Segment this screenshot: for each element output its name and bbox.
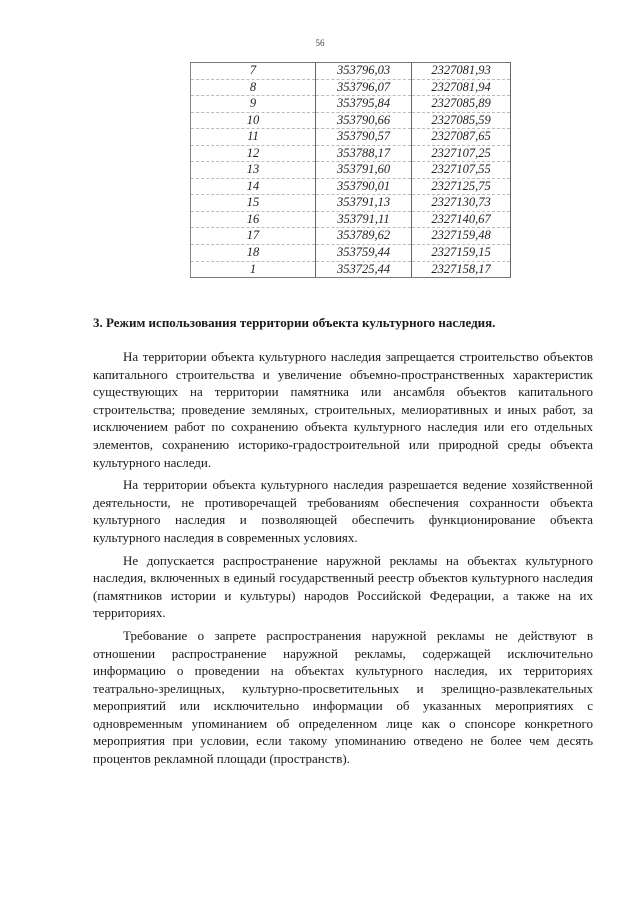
x-coordinate-cell: 353791,11 [316,211,412,228]
y-coordinate-cell: 2327081,94 [412,79,511,96]
table-row [191,145,511,162]
x-coordinate-cell: 353796,03 [316,63,412,80]
point-number-cell: 11 [191,129,316,146]
point-number-cell: 7 [191,63,316,80]
x-coordinate-cell: 353791,60 [316,162,412,179]
table-row [191,96,511,113]
table-row [191,195,511,212]
point-number-cell: 13 [191,162,316,179]
point-number-cell: 14 [191,178,316,195]
x-coordinate-cell: 353790,57 [316,129,412,146]
table-row [191,112,511,129]
x-coordinate-cell: 353791,13 [316,195,412,212]
y-coordinate-cell: 2327140,67 [412,211,511,228]
x-coordinate-cell: 353759,44 [316,245,412,262]
table-row [191,79,511,96]
paragraph-prohibitions: На территории объекта культурного наследия запрещается строительство объектов капитального строительства и увеличение объемно-пространственных характеристик существующих на территории памятника или ансамбля объектов капитального строительства; проведение земляных, строительных, мелиоративных и иных работ, за исключением работ по сохранению объекта культурного наследия или его отдельных элементов, сохранению историко-градостроительной или природной среды объекта культурного наследи. [93,349,593,470]
coordinates-table [190,62,511,278]
x-coordinate-cell: 353790,01 [316,178,412,195]
coordinates-table-body [191,63,511,278]
y-coordinate-cell: 2327081,93 [412,63,511,80]
point-number-cell: 10 [191,112,316,129]
y-coordinate-cell: 2327087,65 [412,129,511,146]
table-row [191,245,511,262]
y-coordinate-cell: 2327107,55 [412,162,511,179]
table-row [191,211,511,228]
x-coordinate-cell: 353789,62 [316,228,412,245]
y-coordinate-cell: 2327085,59 [412,112,511,129]
x-coordinate-cell: 353795,84 [316,96,412,113]
y-coordinate-cell: 2327158,17 [412,261,511,278]
x-coordinate-cell: 353796,07 [316,79,412,96]
table-row [191,178,511,195]
point-number-cell: 1 [191,261,316,278]
point-number-cell: 15 [191,195,316,212]
paragraph-permissions: На территории объекта культурного наследия разрешается ведение хозяйственной деятельности, не противоречащей требованиям обеспечения сохранности объекта культурного наследия и позволяющей обеспечить функционирование объекта культурного наследия в современных условиях. [93,477,593,545]
section-body [93,348,593,773]
y-coordinate-cell: 2327159,48 [412,228,511,245]
y-coordinate-cell: 2327130,73 [412,195,511,212]
table-row [191,129,511,146]
page-number: 56 [315,38,325,48]
point-number-cell: 12 [191,145,316,162]
point-number-cell: 18 [191,245,316,262]
point-number-cell: 9 [191,96,316,113]
section-heading: 3. Режим использования территории объекта культурного наследия. [93,315,496,330]
table-row [191,63,511,80]
paragraph-advertising-ban: Не допускается распространение наружной рекламы на объектах культурного наследия, включенных в единый государственный реестр объектов культурного наследия (памятников истории и культуры) народов Российской Федерации, а также на их территориях. [93,552,593,621]
x-coordinate-cell: 353788,17 [316,145,412,162]
y-coordinate-cell: 2327085,89 [412,96,511,113]
x-coordinate-cell: 353725,44 [316,261,412,278]
table-row [191,162,511,179]
y-coordinate-cell: 2327125,75 [412,178,511,195]
point-number-cell: 16 [191,211,316,228]
table-row [191,261,511,278]
x-coordinate-cell: 353790,66 [316,112,412,129]
table-row [191,228,511,245]
paragraph-advertising-exceptions: Требование о запрете распространения наружной рекламы не действуют в отношении распространение наружной рекламы, содержащей исключительно информацию о проведении на объектах культурного наследия, их территориях театрально-зрелищных, культурно-просветительных и зрелищно-развлекательных мероприятий или исключительно информации об указанных мероприятиях с одновременным упоминанием об определенном лице как о спонсоре конкретного мероприятия при условии, если такому упоминанию отведено не более чем десять процентов рекламной площади (пространств). [93,627,593,767]
y-coordinate-cell: 2327159,15 [412,245,511,262]
point-number-cell: 17 [191,228,316,245]
y-coordinate-cell: 2327107,25 [412,145,511,162]
point-number-cell: 8 [191,79,316,96]
